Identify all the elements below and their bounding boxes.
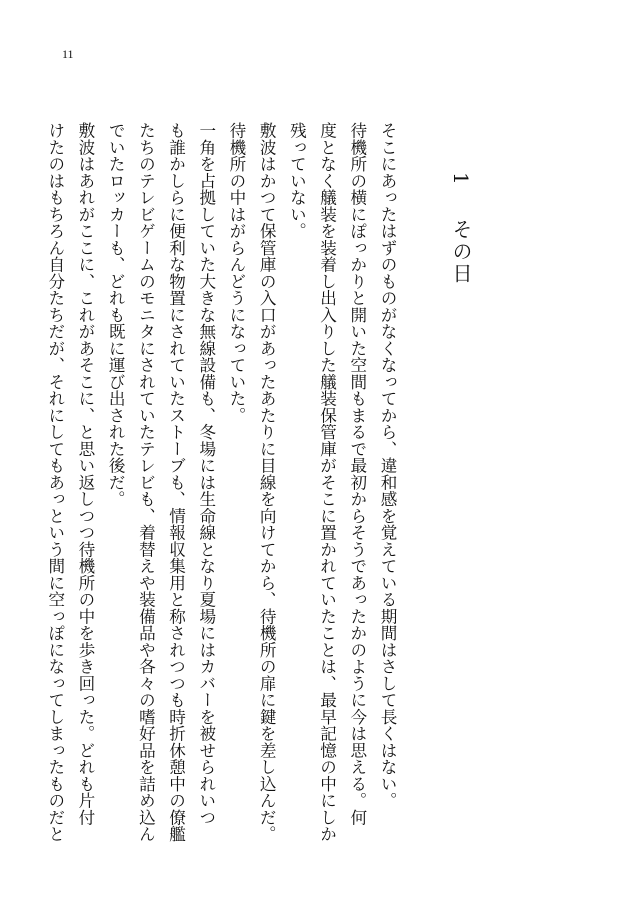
text-line: 残っていない。 <box>287 122 307 240</box>
body-text <box>40 122 402 843</box>
text-line: けたのはもちろん自分たちだが、それにしてもあっという間に空っぽになってしまったものだと <box>45 122 65 843</box>
text-line: 敷波はあれがここに、これがあそこに、と思い返しつつ待機所の中を歩き回った。どれも片付 <box>75 122 95 826</box>
text-line: たちのテレビゲームのモニタにされていたテレビも、着替えや装備品や各々の嗜好品を詰め込ん <box>136 122 156 843</box>
text-line: 待機所の横にぽっかりと開いた空間もまるで最初からそうであったかのように今は思える。何 <box>347 122 367 826</box>
text-line: そこにあったはずのものがなくなってから、違和感を覚えている期間はさして長くはない。 <box>378 122 397 809</box>
text-line: 一角を占拠していた大きな無線設備も、冬場には生命線となり夏場にはカバーを被せられいつ <box>196 122 216 826</box>
text-line: 敷波はかつて保管庫の入口があったあたりに目線を向けてから、待機所の扉に鍵を差し込んだ。 <box>257 122 277 843</box>
text-line: 度となく艤装を装着し出入りした艤装保管庫がそこに置かれていたことは、最早記憶の中にしか <box>317 122 337 843</box>
chapter-heading <box>451 172 471 285</box>
chapter-title: その日 <box>449 218 473 285</box>
page-number: 11 <box>62 47 74 61</box>
chapter-number: 1 <box>449 172 473 187</box>
text-line: も誰かしらに便利な物置にされていたストーブも、情報収集用と称されつつも時折休憩中の僚艦 <box>166 122 186 843</box>
text-line: 待機所の中はがらんどうになっていた。 <box>226 122 246 424</box>
text-line: でいたロッカーも、どれも既に運び出された後だ。 <box>106 122 126 508</box>
